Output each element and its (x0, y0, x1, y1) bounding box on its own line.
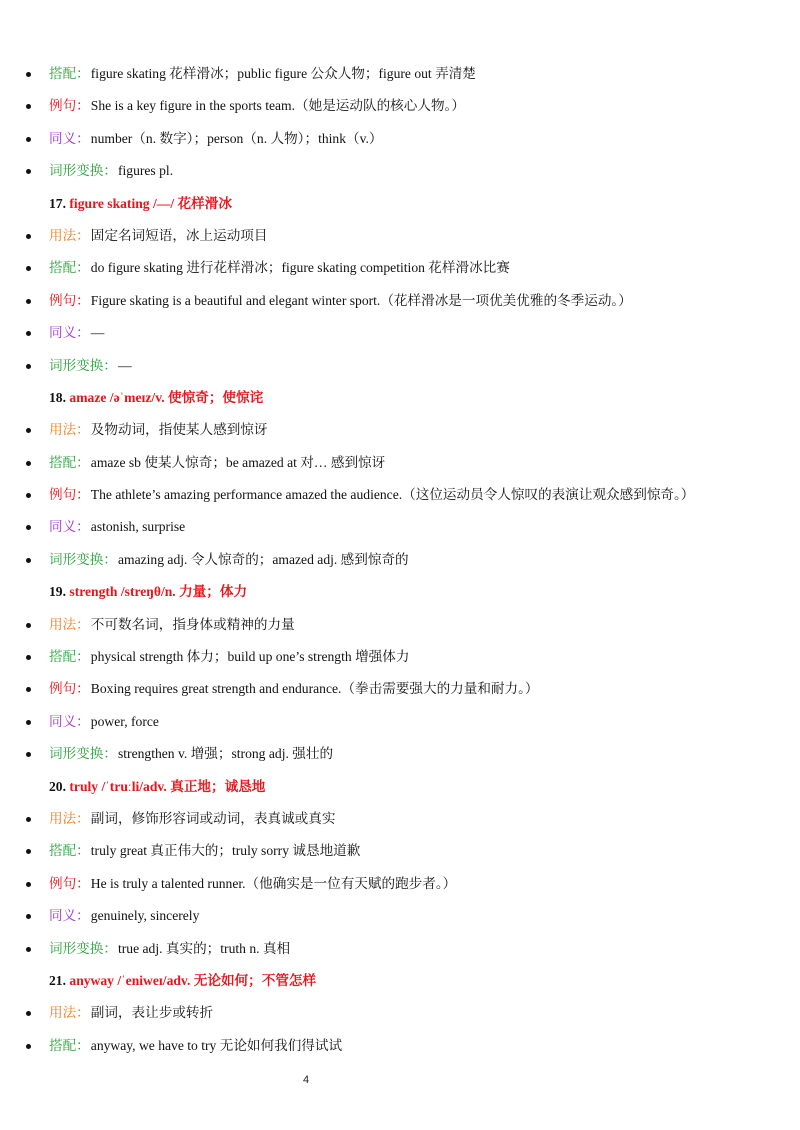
list-item-usage (0, 997, 800, 1029)
bullet-icon (26, 331, 31, 336)
item-text: 副词，表让步或转折 (90, 1005, 214, 1021)
item-label: 同义： (49, 908, 90, 924)
item-label: 词形变换： (49, 551, 117, 567)
item-text: 及物动词，指使某人感到惊讶 (90, 422, 268, 438)
entry-number: 20. (49, 778, 66, 794)
item-text: He is truly a talented runner.（他确实是一位有天赋的跑步者。） (90, 875, 457, 891)
list-item-word-forms (0, 350, 800, 382)
bullet-icon (26, 947, 31, 952)
item-label: 同义： (49, 325, 90, 341)
item-text: 固定名词短语，冰上运动项目 (90, 227, 268, 243)
bullet-icon (26, 849, 31, 854)
bullet-icon (26, 364, 31, 369)
item-text: — (117, 357, 132, 373)
bullet-icon (26, 623, 31, 628)
bullet-icon (26, 137, 31, 142)
list-item-example (0, 479, 800, 511)
item-label: 用法： (49, 422, 90, 438)
list-item-collocation (0, 252, 800, 284)
list-item-usage (0, 609, 800, 641)
list-item-word-forms (0, 155, 800, 187)
item-text: Figure skating is a beautiful and elegant winter sport.（花样滑冰是一项优美优雅的冬季运动。） (90, 292, 632, 308)
item-text: anyway, we have to try 无论如何我们得试试 (90, 1037, 343, 1053)
bullet-icon (26, 720, 31, 725)
entry-heading (0, 188, 800, 220)
list-item-word-forms (0, 738, 800, 770)
list-item-example (0, 90, 800, 122)
list-item-example (0, 868, 800, 900)
item-label: 用法： (49, 810, 90, 826)
bullet-icon (26, 428, 31, 433)
item-text: strengthen v. 增强；strong adj. 强壮的 (117, 746, 334, 762)
bullet-icon (26, 266, 31, 271)
entry-title: figure skating /—/ 花样滑冰 (69, 195, 232, 211)
bullet-icon (26, 493, 31, 498)
list-item-collocation (0, 1030, 800, 1062)
item-label: 词形变换： (49, 940, 117, 956)
entry-heading (0, 382, 800, 414)
list-item-word-forms (0, 544, 800, 576)
item-label: 搭配： (49, 260, 90, 276)
item-label: 例句： (49, 292, 90, 308)
list-item-usage (0, 220, 800, 252)
bullet-icon (26, 461, 31, 466)
item-text: physical strength 体力；build up one’s strength 增强体力 (90, 649, 410, 665)
bullet-icon (26, 687, 31, 692)
bullet-icon (26, 914, 31, 919)
item-text: truly great 真正伟大的；truly sorry 诚恳地道歉 (90, 843, 361, 859)
item-label: 例句： (49, 98, 90, 114)
list-item-example (0, 285, 800, 317)
list-item-word-forms (0, 933, 800, 965)
list-item-collocation (0, 641, 800, 673)
list-item-collocation (0, 835, 800, 867)
list-item-collocation (0, 447, 800, 479)
entry-heading (0, 576, 800, 608)
item-text: 副词，修饰形容词或动词，表真诚或真实 (90, 810, 336, 826)
item-text: amaze sb 使某人惊奇；be amazed at 对… 感到惊讶 (90, 454, 386, 470)
entry-title: amaze /əˈmeɪz/v. 使惊奇；使惊诧 (69, 389, 264, 405)
item-label: 同义： (49, 130, 90, 146)
list-item-synonym (0, 706, 800, 738)
bullet-icon (26, 104, 31, 109)
bullet-icon (26, 234, 31, 239)
bullet-icon (26, 525, 31, 530)
entry-title: strength /streŋθ/n. 力量；体力 (69, 584, 248, 600)
item-text: figures pl. (117, 163, 174, 179)
list-item-synonym (0, 317, 800, 349)
bullet-icon (26, 817, 31, 822)
entry-number: 21. (49, 972, 66, 988)
entry-title: anyway /ˈeniweɪ/adv. 无论如何；不管怎样 (69, 972, 317, 988)
item-text: — (90, 325, 105, 341)
list-item-synonym (0, 511, 800, 543)
bullet-icon (26, 1044, 31, 1049)
list-item-usage (0, 414, 800, 446)
item-text: She is a key figure in the sports team.（她是运动队的核心人物。） (90, 98, 465, 114)
entry-number: 19. (49, 584, 66, 600)
item-label: 搭配： (49, 1037, 90, 1053)
item-label: 词形变换： (49, 163, 117, 179)
bullet-icon (26, 882, 31, 887)
item-label: 用法： (49, 1005, 90, 1021)
entry-number: 17. (49, 195, 66, 211)
item-label: 搭配： (49, 454, 90, 470)
item-label: 例句： (49, 681, 90, 697)
item-text: genuinely, sincerely (90, 908, 200, 924)
item-text: astonish, surprise (90, 519, 186, 535)
item-label: 词形变换： (49, 357, 117, 373)
item-label: 词形变换： (49, 746, 117, 762)
item-text: power, force (90, 713, 159, 729)
item-label: 用法： (49, 616, 90, 632)
bullet-icon (26, 169, 31, 174)
bullet-icon (26, 299, 31, 304)
item-text: 不可数名词，指身体或精神的力量 (90, 616, 295, 632)
list-item-usage (0, 803, 800, 835)
entry-title: truly /ˈtruːli/adv. 真正地；诚恳地 (69, 778, 266, 794)
document-page (0, 58, 800, 1062)
item-label: 同义： (49, 519, 90, 535)
item-text: amazing adj. 令人惊奇的；amazed adj. 感到惊奇的 (117, 551, 409, 567)
item-text: do figure skating 进行花样滑冰；figure skating competition 花样滑冰比赛 (90, 260, 510, 276)
item-label: 搭配： (49, 843, 90, 859)
item-text: true adj. 真实的；truth n. 真相 (117, 940, 291, 956)
bullet-icon (26, 752, 31, 757)
list-item-synonym (0, 123, 800, 155)
item-label: 搭配： (49, 649, 90, 665)
item-label: 同义： (49, 713, 90, 729)
item-text: figure skating 花样滑冰；public figure 公众人物；figure out 弄清楚 (90, 66, 476, 81)
item-label: 例句： (49, 875, 90, 891)
list-item-synonym (0, 900, 800, 932)
item-label: 例句： (49, 487, 90, 503)
list-item-example (0, 673, 800, 705)
entry-heading (0, 771, 800, 803)
item-text: The athlete’s amazing performance amazed the audience.（这位运动员令人惊叹的表演让观众感到惊奇。） (90, 487, 695, 503)
item-label: 用法： (49, 227, 90, 243)
page-number: 4 (302, 1074, 310, 1086)
list-item-collocation (0, 58, 800, 90)
bullet-icon (26, 1011, 31, 1016)
item-text: number（n. 数字）；person（n. 人物）；think（v.） (90, 130, 383, 146)
bullet-icon (26, 558, 31, 563)
item-text: Boxing requires great strength and endurance.（拳击需要强大的力量和耐力。） (90, 681, 539, 697)
bullet-icon (26, 655, 31, 660)
item-label: 搭配： (49, 66, 90, 81)
entry-heading (0, 965, 800, 997)
entry-number: 18. (49, 389, 66, 405)
bullet-icon (26, 72, 31, 77)
